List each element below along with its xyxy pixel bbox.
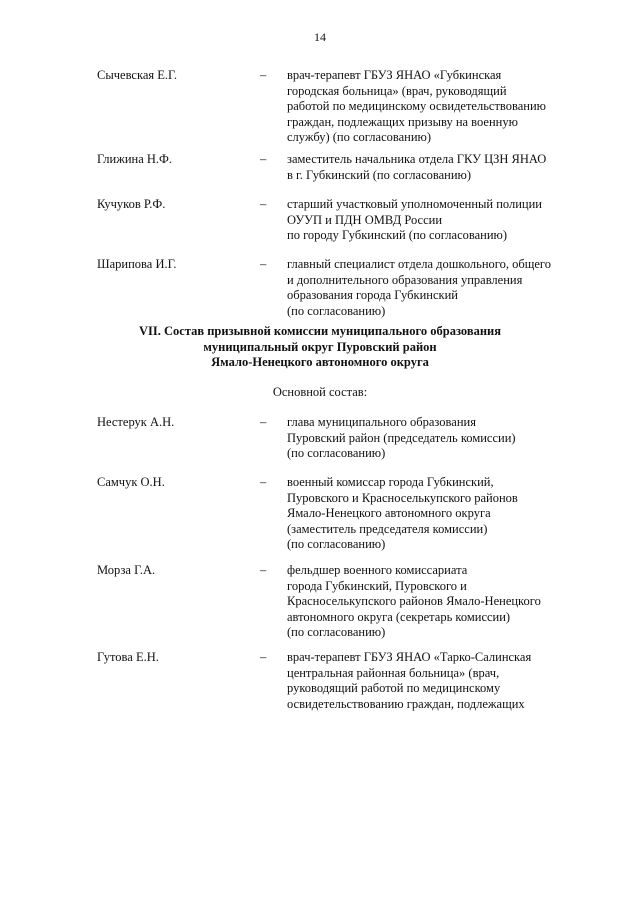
description-line: (по согласованию) <box>287 446 386 460</box>
description-line: (заместитель председателя комиссии) <box>287 521 488 536</box>
description-line: руководящий работой по медицинскому <box>287 681 501 695</box>
member-description <box>287 563 607 641</box>
dash-separator: – <box>260 475 267 489</box>
description-line: Красноселькупского районов Ямало-Ненецкого <box>287 594 541 608</box>
member-description <box>287 68 607 146</box>
dash-separator: – <box>260 650 267 664</box>
description-line: освидетельствованию граждан, подлежащих <box>287 696 525 711</box>
description-line: Пуровского и Красноселькупского районов <box>287 490 518 505</box>
section-title-line: VII. Состав призывной комиссии муниципального образования <box>138 324 502 338</box>
dash-separator: – <box>260 152 267 166</box>
description-line: (по согласованию) <box>287 625 386 639</box>
dash-separator: – <box>260 197 267 211</box>
member-description <box>287 475 607 553</box>
description-line: службу) (по согласованию) <box>287 130 432 144</box>
description-line: образования города Губкинский <box>287 288 458 302</box>
member-name: Морза Г.А. <box>97 563 156 577</box>
description-line: городская больница» (врач, руководящий <box>287 83 507 98</box>
section-title-line: муниципальный округ Пуровский район <box>203 339 437 354</box>
description-line: по городу Губкинский (по согласованию) <box>287 228 508 242</box>
description-line: заместитель начальника отдела ГКУ ЦЗН ЯНАО <box>287 152 547 166</box>
dash-separator: – <box>260 563 267 577</box>
description-line: и дополнительного образования управления <box>287 272 523 287</box>
description-line: глава муниципального образования <box>287 415 476 429</box>
dash-separator: – <box>260 415 267 429</box>
description-line: (по согласованию) <box>287 537 386 551</box>
description-line: военный комиссар города Губкинский, <box>287 475 494 489</box>
description-line: врач-терапевт ГБУЗ ЯНАО «Тарко-Салинская <box>287 650 532 664</box>
member-name: Сычевская Е.Г. <box>97 68 177 82</box>
section-title-line: Ямало-Ненецкого автономного округа <box>211 355 429 369</box>
description-line: автономного округа (секретарь комиссии) <box>287 609 511 624</box>
dash-separator: – <box>260 257 267 271</box>
description-line: центральная районная больница» (врач, <box>287 665 500 680</box>
dash-separator: – <box>260 68 267 82</box>
description-line: (по согласованию) <box>287 303 386 318</box>
member-name: Глижина Н.Ф. <box>97 152 173 166</box>
member-description <box>287 650 607 712</box>
member-name: Самчук О.Н. <box>97 475 165 489</box>
description-line: Ямало-Ненецкого автономного округа <box>287 506 491 520</box>
description-line: главный специалист отдела дошкольного, общего <box>287 257 551 271</box>
description-line: фельдшер военного комиссариата <box>287 563 468 577</box>
member-description <box>287 257 607 319</box>
description-line: Пуровский район (председатель комиссии) <box>287 430 516 445</box>
description-line: ОУУП и ПДН ОМВД России <box>287 212 443 227</box>
description-line: старший участковый уполномоченный полиции <box>287 197 542 211</box>
member-name: Кучуков Р.Ф. <box>97 197 166 211</box>
member-name: Нестерук А.Н. <box>97 415 175 429</box>
member-description <box>287 415 607 462</box>
section-title <box>0 324 640 371</box>
member-description <box>287 152 607 183</box>
description-line: работой по медицинскому освидетельствованию <box>287 99 547 113</box>
member-description <box>287 197 607 244</box>
section-subtitle: Основной состав: <box>272 385 368 399</box>
description-line: врач-терапевт ГБУЗ ЯНАО «Губкинская <box>287 68 502 82</box>
page-number: 14 <box>314 30 326 44</box>
member-name: Шарипова И.Г. <box>97 257 177 271</box>
description-line: города Губкинский, Пуровского и <box>287 578 467 593</box>
description-line: в г. Губкинский (по согласованию) <box>287 167 472 182</box>
description-line: граждан, подлежащих призыву на военную <box>287 114 518 129</box>
member-name: Гутова Е.Н. <box>97 650 159 664</box>
